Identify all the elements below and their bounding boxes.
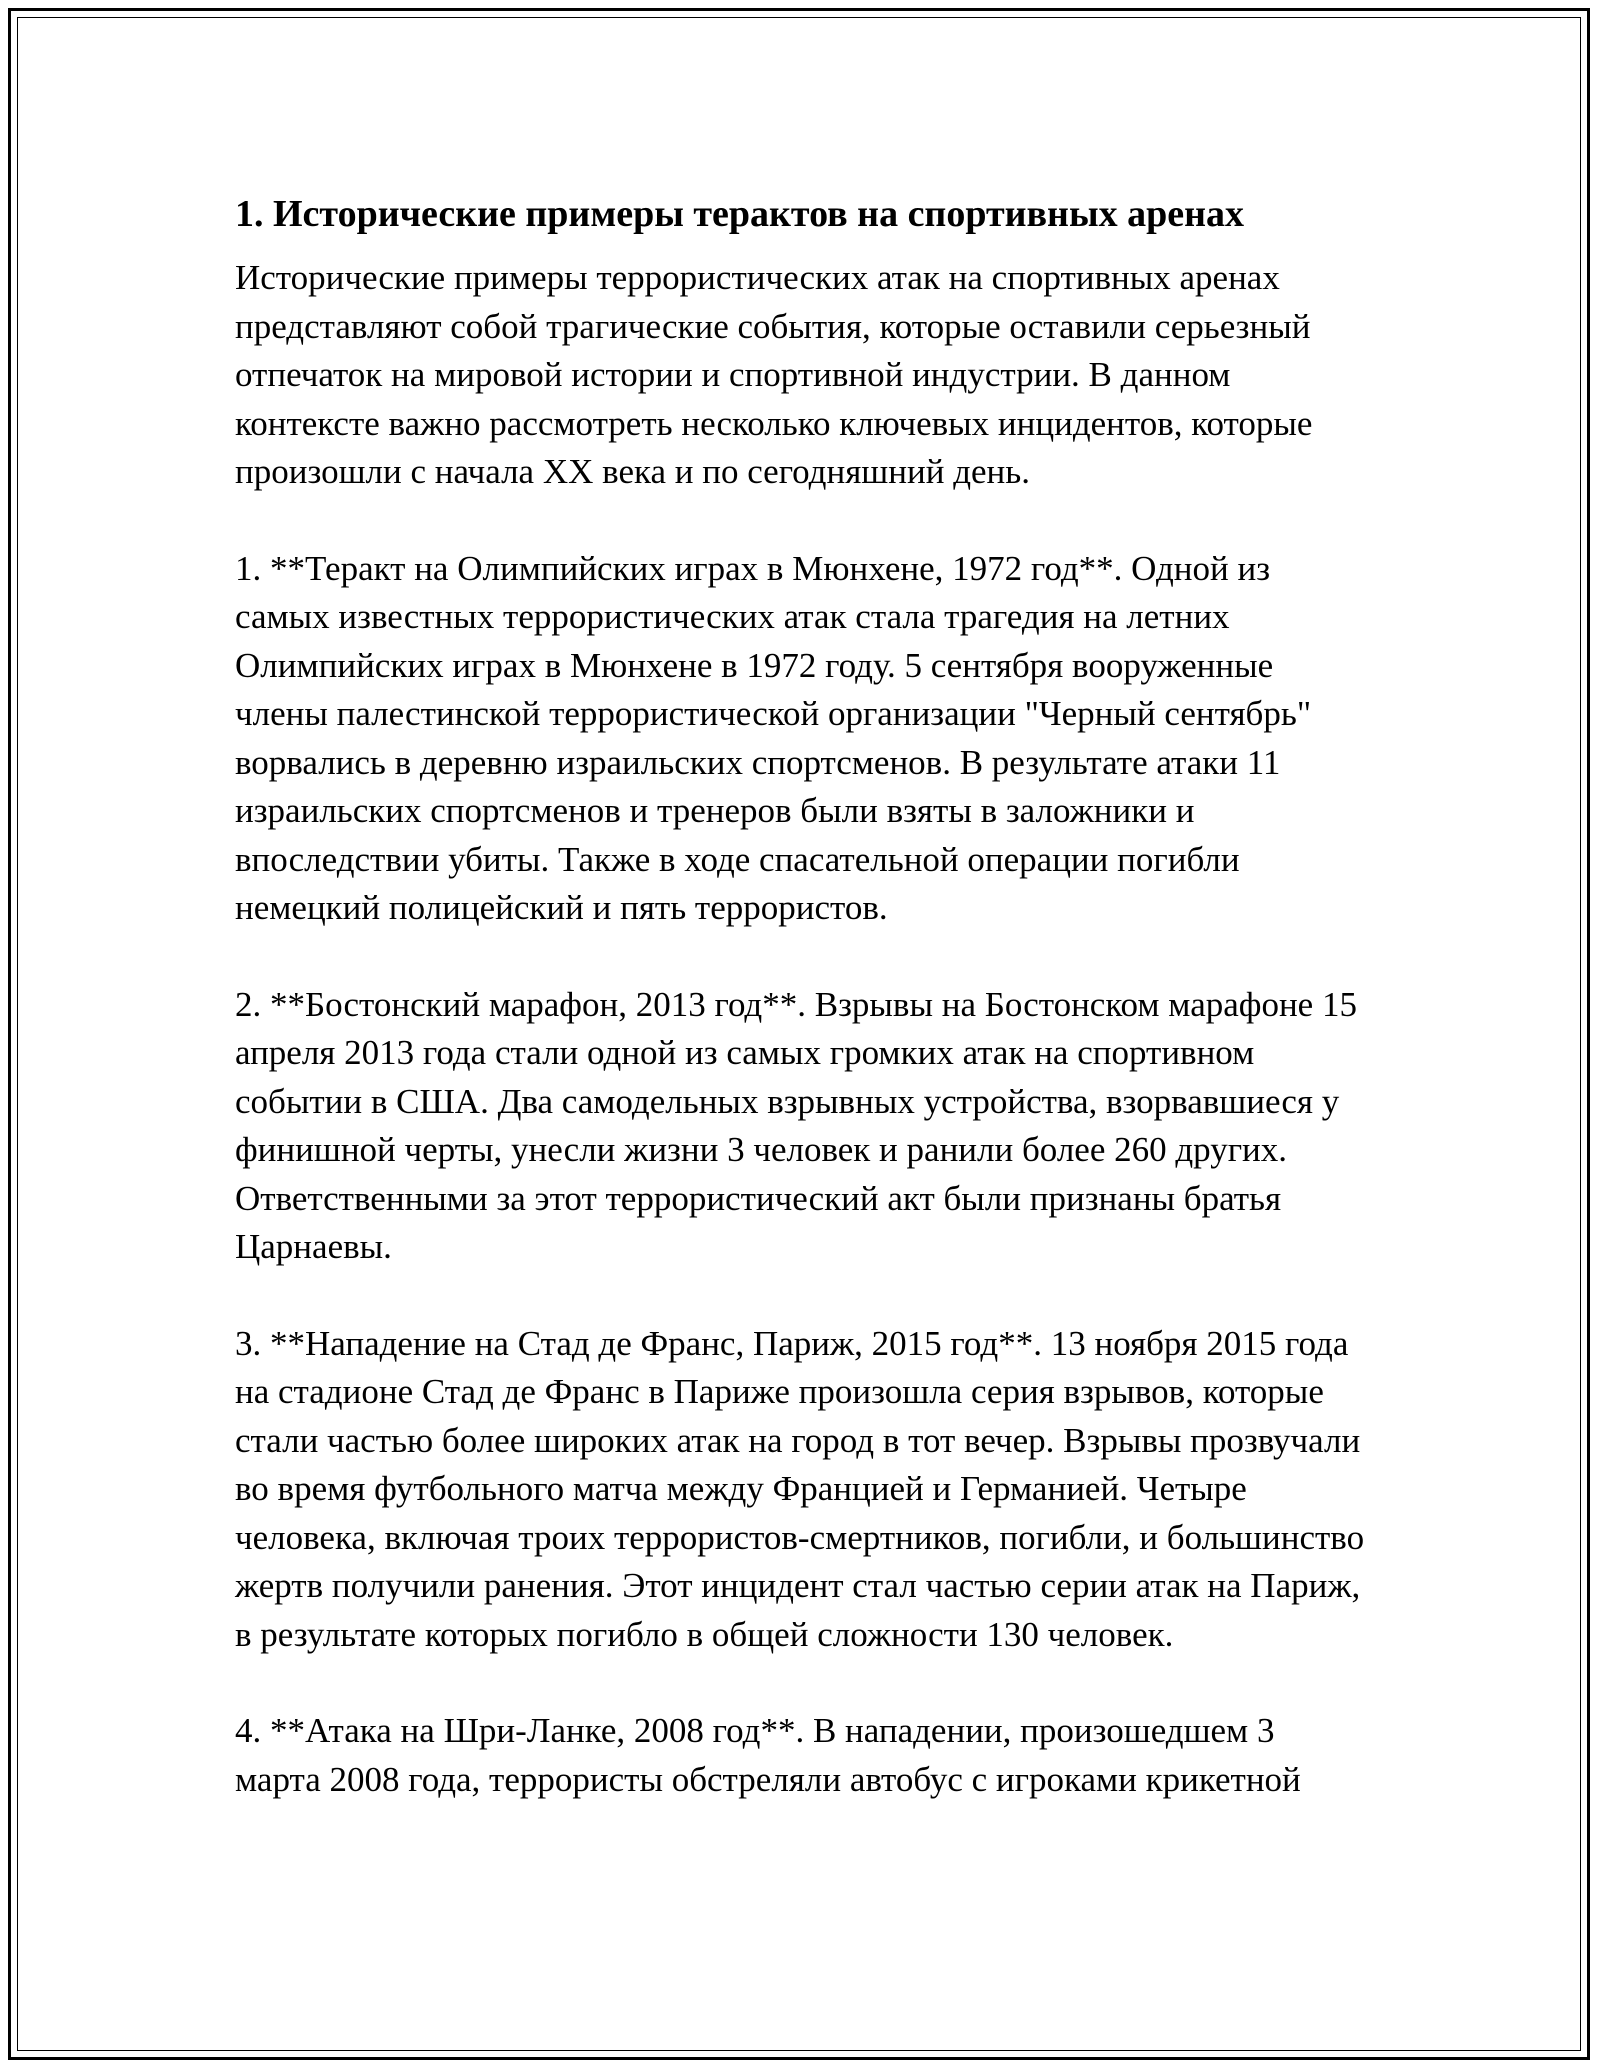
intro-paragraph: Исторические примеры террористических атак на спортивных аренах представляют собой трагические события, которые оставили серьезный отпечаток на мировой истории и спортивной индустрии. В данном контексте важно рассмотреть несколько ключевых инцидентов, которые произошли с начала XX века и по сегодняшний день.	[235, 258, 1313, 491]
paragraph-gap	[235, 1659, 1365, 1707]
paragraph-gap	[235, 933, 1365, 981]
paragraph-gap	[235, 1272, 1365, 1320]
document-body	[235, 188, 1365, 1804]
boston-paragraph: 2. **Бостонский марафон, 2013 год**. Взрывы на Бостонском марафоне 15 апреля 2013 года стали одной из самых громких атак на спортивном событии в США. Два самодельных взрывных устройства, взорвавшиеся у финишной черты, унесли жизни 3 человек и ранили более 260 других. Ответственными за этот террористический акт были признаны братья Царнаевы.	[235, 984, 1357, 1266]
paragraph-gap	[235, 497, 1365, 545]
section-heading: 1. Исторические примеры терактов на спортивных аренах	[235, 193, 1245, 235]
paris-paragraph: 3. **Нападение на Стад де Франс, Париж, 2015 год**. 13 ноября 2015 года на стадионе Стад де Франс в Париже произошла серия взрывов, которые стали частью более широких атак на город в тот вечер. Взрывы прозвучали во время футбольного матча между Францией и Германией. Четыре человека, включая троих террористов-смертников, погибли, и большинство жертв получили ранения. Этот инцидент стал частью серии атак на Париж, в результате которых погибло в общей сложности 130 человек.	[235, 1323, 1365, 1654]
munich-paragraph: 1. **Теракт на Олимпийских играх в Мюнхене, 1972 год**. Одной из самых известных террористических атак стала трагедия на летних Олимпийских играх в Мюнхене в 1972 году. 5 сентября вооруженные члены палестинской террористической организации "Черный сентябрь" ворвались в деревню израильских спортсменов. В результате атаки 11 израильских спортсменов и тренеров были взяты в заложники и впоследствии убиты. Также в ходе спасательной операции погибли немецкий полицейский и пять террористов.	[235, 548, 1312, 927]
sri-lanka-paragraph: 4. **Атака на Шри-Ланке, 2008 год**. В нападении, произошедшем 3 марта 2008 года, террористы обстреляли автобус с игроками крикетной	[235, 1711, 1301, 1799]
